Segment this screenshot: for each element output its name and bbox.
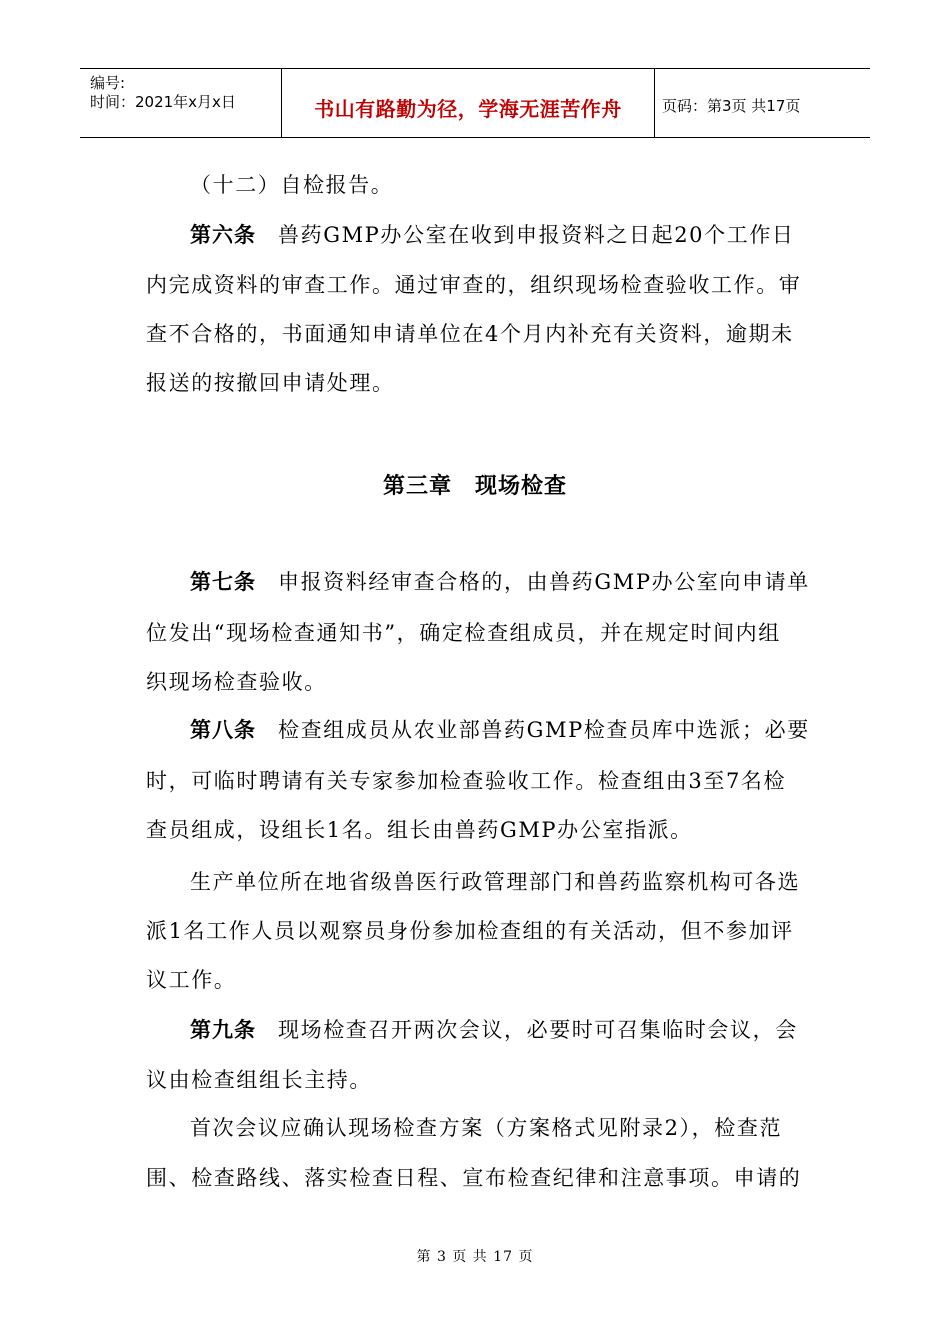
article-7-line-3: 织现场检查验收。 [146,670,327,694]
article-6-line-1 [190,221,795,249]
chapter-title: 第三章 现场检查 [382,474,567,499]
article-6-text-1: 兽药GMP办公室在收到申报资料之日起20个工作日 [278,223,795,247]
first-meeting-para-line-1: 首次会议应确认现场检查方案（方案格式见附录2），检查范 [190,1116,783,1140]
article-6-heading: 第六条 [190,223,256,247]
observer-para-line-3: 议工作。 [146,968,237,992]
item-12-line: （十二）自检报告。 [190,173,394,197]
article-7-line-1 [190,568,810,596]
article-9-line-1 [190,1016,798,1044]
article-6-line-3: 查不合格的，书面通知申请单位在4个月内补充有关资料，逾期未 [146,322,794,346]
article-8-line-1 [190,716,810,744]
header-motto-cell [281,69,655,137]
article-6-line-2: 内完成资料的审查工作。通过审查的，组织现场检查验收工作。审 [146,273,802,297]
article-9-heading: 第九条 [190,1018,256,1042]
header-meta-cell [80,69,281,137]
document-number-label: 编号: [90,74,126,92]
header-page-info: 页码：第3页 共17页 [662,97,801,115]
page-footer: 第 3 页 共 17 页 [416,1249,534,1265]
article-7-text-1: 申报资料经审查合格的，由兽药GMP办公室向申请单 [278,570,810,594]
article-7-line-2: 位发出“现场检查通知书”，确定检查组成员，并在规定时间内组 [146,621,781,645]
article-9-line-2: 议由检查组组长主持。 [146,1068,372,1092]
header-motto: 书山有路勤为径，学海无涯苦作舟 [314,97,622,121]
observer-para-line-1: 生产单位所在地省级兽医行政管理部门和兽药监察机构可各选 [190,870,801,894]
first-meeting-para-line-2: 围、检查路线、落实检查日程、宣布检查纪律和注意事项。申请的 [146,1166,802,1190]
article-7-heading: 第七条 [190,570,256,594]
article-8-heading: 第八条 [190,718,256,742]
observer-para-line-2: 派1名工作人员以观察员身份参加检查组的有关活动，但不参加评 [146,919,794,943]
article-6-line-4: 报送的按撤回申请处理。 [146,371,395,395]
header-page-cell [654,69,870,137]
article-9-text-1: 现场检查召开两次会议，必要时可召集临时会议，会 [278,1018,798,1042]
page-header [80,68,870,138]
article-8-line-3: 查员组成，设组长1名。组长由兽药GMP办公室指派。 [146,818,693,842]
document-date: 时间：2021年x月x日 [90,93,236,111]
article-8-text-1: 检查组成员从农业部兽药GMP检查员库中选派；必要 [278,718,810,742]
article-8-line-2: 时，可临时聘请有关专家参加检查验收工作。检查组由3至7名检 [146,769,787,793]
